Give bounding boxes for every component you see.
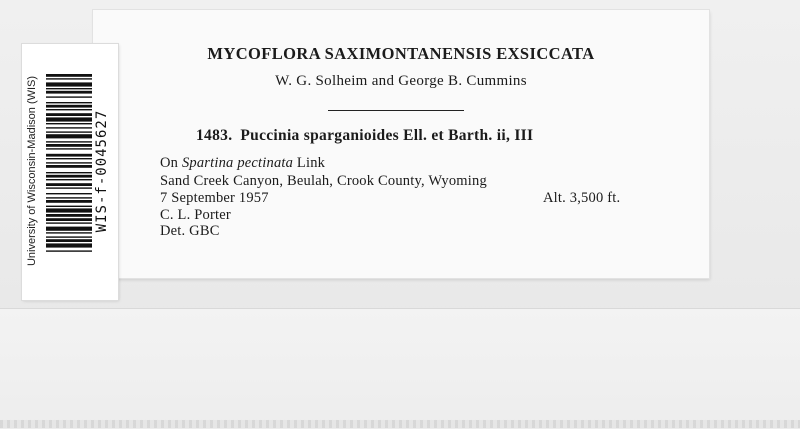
- title-divider: [328, 110, 464, 111]
- barcode-label: [22, 44, 118, 300]
- label-collectors: W. G. Solheim and George B. Cummins: [275, 73, 527, 89]
- label-title: MYCOFLORA SAXIMONTANENSIS EXSICCATA: [207, 44, 595, 63]
- barcode-icon: [46, 74, 92, 310]
- collector-name: C. L. Porter: [160, 207, 231, 223]
- sheet-bottom-edge: [0, 420, 800, 428]
- sheet-lower-fold: [0, 308, 800, 429]
- altitude: Alt. 3,500 ft.: [543, 190, 621, 206]
- host-prefix: On: [160, 155, 179, 171]
- determiner: Det. GBC: [160, 223, 220, 239]
- taxon-name: Puccinia sparganioides Ell. et Barth. ii, III: [240, 127, 534, 144]
- exsiccata-number: 1483.: [196, 127, 233, 144]
- collection-date: 7 September 1957: [160, 190, 269, 206]
- institution-name: University of Wisconsin-Madison (WIS): [26, 75, 38, 267]
- host-name: Spartina pectinata: [181, 155, 294, 171]
- taxon-line: [196, 127, 533, 145]
- locality-line: Sand Creek Canyon, Beulah, Crook County, Wyoming: [160, 173, 487, 189]
- host-authority: Link: [296, 155, 326, 171]
- catalog-number: WIS-f-0045627: [94, 109, 110, 233]
- host-line: [160, 154, 325, 172]
